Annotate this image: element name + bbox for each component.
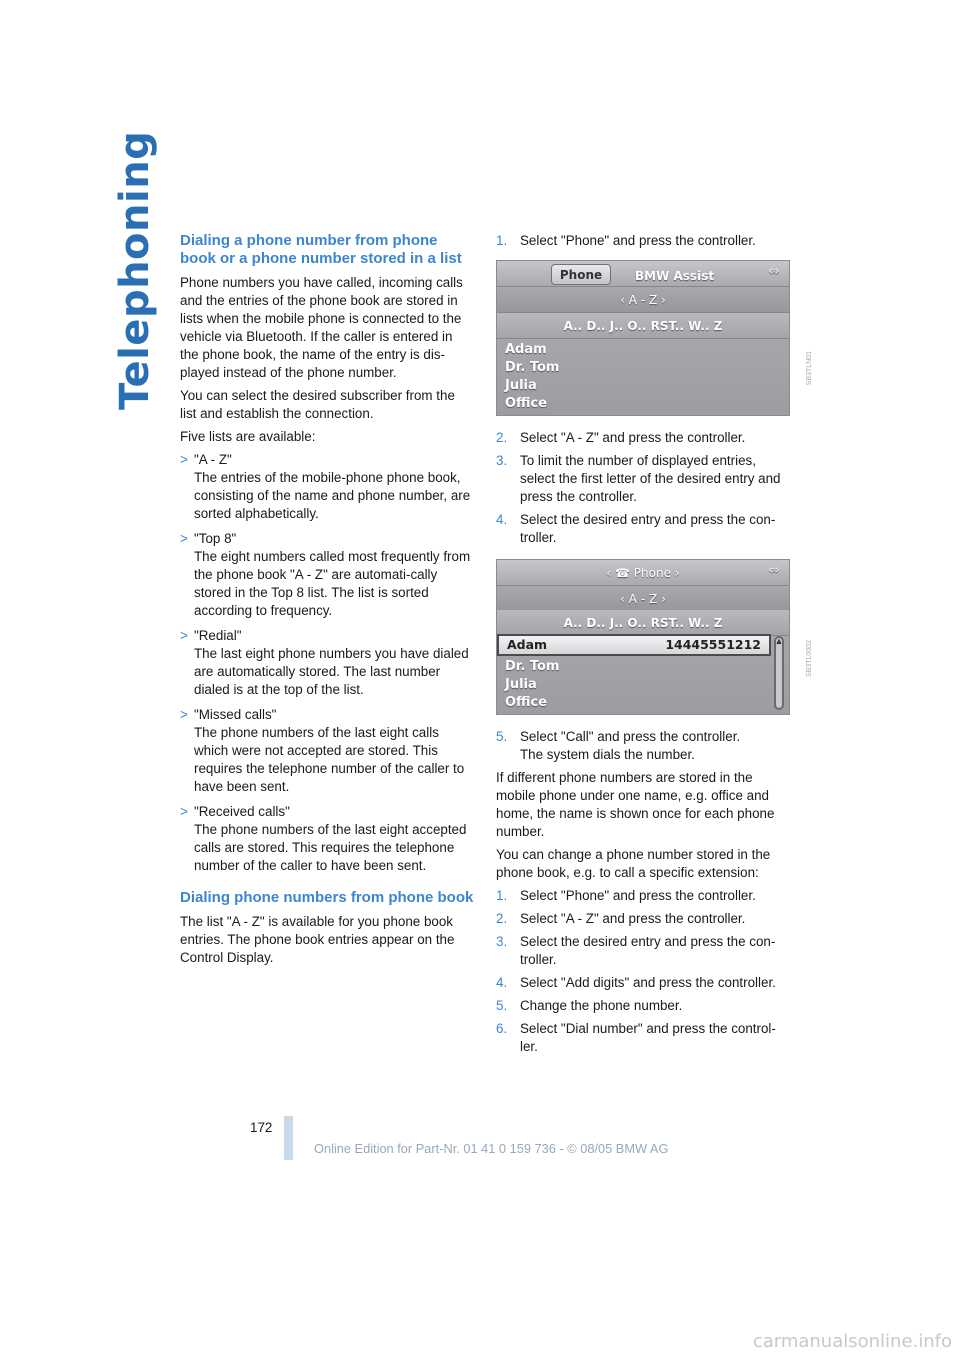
list-item-body (194, 530, 474, 620)
step-item (496, 232, 792, 250)
list-item-title: "Missed calls" (194, 707, 277, 722)
letters-row: A.. D.. J.. O.. RST.. W.. Z (497, 313, 789, 339)
paragraph: The list "A - Z" is available for you phone book entries. The phone book entries appear on the Control Display. (180, 914, 455, 965)
step-item (496, 429, 792, 447)
list-item-body (194, 627, 474, 699)
step-number: 4. (496, 512, 508, 527)
tab-bmw-assist: BMW Assist (635, 269, 715, 283)
list-item (180, 451, 474, 523)
step-item (496, 887, 792, 905)
filter-row: ‹ A - Z › (497, 586, 789, 612)
footer-accent-bar (284, 1116, 293, 1160)
step-text: Select "A - Z" and press the controller. (520, 430, 746, 445)
step-item (496, 511, 792, 547)
lists-bullet-list (180, 451, 474, 875)
control-display-screenshot-2 (496, 559, 813, 715)
step-text (520, 728, 792, 764)
step-number: 2. (496, 430, 508, 445)
steps-list (496, 887, 792, 1056)
phone-header-label: ‹ ☎ Phone › (606, 565, 680, 580)
step-item (496, 728, 792, 764)
steps-list (496, 429, 792, 547)
filter-row: ‹ A - Z › (497, 287, 789, 313)
entry-name: Office (505, 396, 548, 411)
phone-header (497, 560, 789, 586)
image-code: SB3TL0002 (806, 640, 813, 677)
list-item (180, 706, 474, 796)
paragraph: If different phone numbers are stored in the mobile phone under one name, e.g. office and home, the name is shown once for each phone number. (496, 770, 775, 839)
step-line: The system dials the number. (520, 747, 695, 762)
step-text: Select "Dial number" and press the control-ler. (520, 1021, 776, 1054)
step-text: Select "Phone" and press the controller. (520, 233, 756, 248)
step-text: Select the desired entry and press the con-troller. (520, 512, 776, 545)
entry-name: Dr. Tom (505, 360, 560, 375)
step-number: 1. (496, 888, 508, 903)
step-text: Select "Phone" and press the controller. (520, 888, 756, 903)
footer-text: Online Edition for Part-Nr. 01 41 0 159 736 - © 08/05 BMW AG (314, 1141, 669, 1156)
step-item (496, 452, 792, 506)
step-number: 3. (496, 934, 508, 949)
step-item (496, 974, 792, 992)
list-item-text: The last eight phone numbers you have dialed are automatically stored. The last number dialed is at the top of the list. (194, 646, 469, 697)
step-line: Select "Call" and press the controller. (520, 729, 741, 744)
list-item-text: The phone numbers of the last eight calls which were not accepted are stored. This requires the telephone number of the caller to have been sent. (194, 725, 465, 794)
list-item-title: "A - Z" (194, 452, 232, 467)
step-text: To limit the number of displayed entries, select the first letter of the desired entry and press the controller. (520, 453, 781, 504)
entry-list (505, 658, 559, 712)
step-item (496, 910, 792, 928)
steps-list (496, 232, 792, 250)
step-item (496, 933, 792, 969)
selected-entry-name: Adam (507, 637, 548, 652)
paragraph: Five lists are available: (180, 429, 316, 444)
entry-name: Julia (505, 378, 537, 393)
paragraph: Phone numbers you have called, incoming calls and the entries of the phone book are stored in lists when the mobile phone is connected to the vehicle via Bluetooth. If the caller is entered in the phone book, the name of the entry is dis-played instead of the phone number. (180, 275, 463, 380)
entry-name: Julia (505, 677, 537, 692)
entry-name: Dr. Tom (505, 659, 560, 674)
list-item-title: "Received calls" (194, 804, 290, 819)
step-number: 4. (496, 975, 508, 990)
step-item (496, 997, 792, 1015)
bullet-marker: > (180, 804, 188, 819)
step-number: 1. (496, 233, 508, 248)
step-number: 5. (496, 729, 508, 744)
list-item-body (194, 451, 474, 523)
step-number: 3. (496, 453, 508, 468)
list-item (180, 803, 474, 875)
paragraph: You can change a phone number stored in the phone book, e.g. to call a specific extension: (496, 847, 771, 880)
section-side-title: Telephoning (112, 130, 158, 410)
scroll-up-icon: ▲ (774, 636, 784, 646)
entry-name: Adam (505, 342, 547, 357)
list-item-title: "Top 8" (194, 531, 237, 546)
step-item (496, 1020, 792, 1056)
tab-phone: Phone (551, 264, 611, 285)
bullet-marker: > (180, 531, 188, 546)
list-item-title: "Redial" (194, 628, 242, 643)
step-number: 6. (496, 1021, 508, 1036)
tab-bar (497, 261, 789, 287)
page-number: 172 (250, 1120, 273, 1135)
list-item-text: The eight numbers called most frequently from the phone book "A - Z" are automati-cally stored in the Top 8 list. The list is sorted according to frequency. (194, 549, 471, 618)
right-column (496, 232, 813, 1061)
step-text: Select "Add digits" and press the controller. (520, 975, 776, 990)
list-item (180, 530, 474, 620)
entry-name: Office (505, 695, 548, 710)
bullet-marker: > (180, 452, 188, 467)
list-item-text: The entries of the mobile-phone phone book, consisting of the name and phone number, are sorted alphabetically. (194, 470, 471, 521)
bullet-marker: > (180, 707, 188, 722)
list-item-text: The phone numbers of the last eight accepted calls are stored. This requires the telephone number of the caller to have been sent. (194, 822, 467, 873)
image-code: SB3TLN01 (806, 351, 813, 386)
step-number: 2. (496, 911, 508, 926)
step-text: Select "A - Z" and press the controller. (520, 911, 746, 926)
list-item (180, 627, 474, 699)
heading-dialing-from-list: Dialing a phone number from phone book or a phone number stored in a list (180, 232, 462, 267)
entry-list (505, 341, 559, 413)
step-text: Select the desired entry and press the con-troller. (520, 934, 776, 967)
left-column (180, 232, 474, 972)
arrows-icon: ⇔ (768, 264, 780, 279)
control-display-screenshot-1 (496, 260, 813, 416)
letters-row: A.. D.. J.. O.. RST.. W.. Z (497, 610, 789, 636)
bullet-marker: > (180, 628, 188, 643)
step-text: Change the phone number. (520, 998, 683, 1013)
paragraph: You can select the desired subscriber from the list and establish the connection. (180, 388, 455, 421)
arrows-icon: ⇔ (768, 563, 780, 578)
selected-entry-row (497, 634, 771, 656)
watermark: carmanualsonline.info (752, 1331, 952, 1352)
heading-dialing-from-phonebook: Dialing phone numbers from phone book (180, 889, 474, 906)
list-item-body (194, 803, 474, 875)
list-item-body (194, 706, 474, 796)
selected-entry-number: 14445551212 (665, 637, 761, 652)
step-number: 5. (496, 998, 508, 1013)
